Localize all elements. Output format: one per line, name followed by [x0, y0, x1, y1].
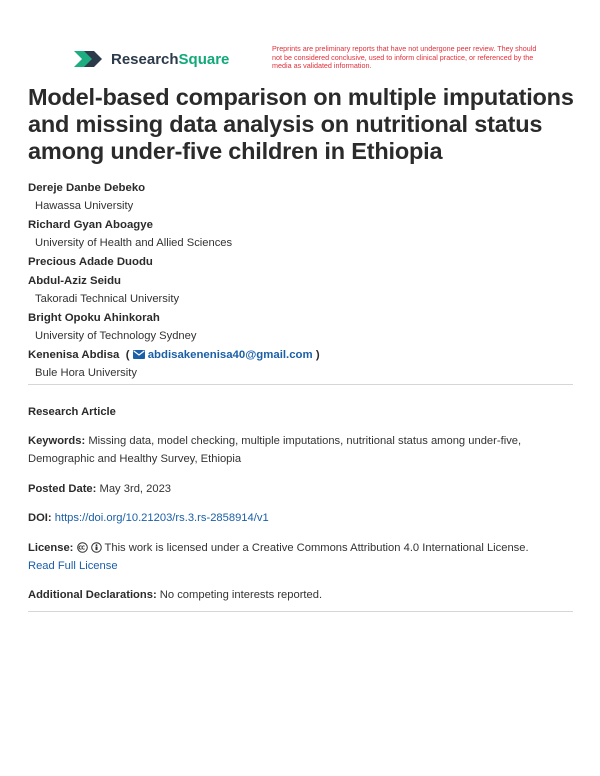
- author-2: [28, 216, 568, 252]
- author-affiliation: Bule Hora University: [35, 367, 137, 379]
- read-full-license-link[interactable]: Read Full License: [28, 560, 118, 572]
- keywords-label: Keywords:: [28, 435, 86, 447]
- declarations-label: Additional Declarations:: [28, 589, 157, 601]
- posted-date: [28, 480, 568, 498]
- keywords: [28, 432, 568, 468]
- author-3: [28, 253, 568, 271]
- attribution-icon: [91, 542, 102, 553]
- article-type: [28, 403, 568, 421]
- posted-date-label: Posted Date:: [28, 483, 97, 495]
- license-label: License:: [28, 542, 74, 554]
- author-5: [28, 309, 568, 345]
- author-affiliation: Hawassa University: [35, 200, 134, 212]
- declarations-value: No competing interests reported.: [159, 589, 323, 601]
- logo-wordmark: [111, 51, 229, 68]
- research-square-logo[interactable]: [74, 48, 229, 70]
- page-title: Model-based comparison on multiple imputations and missing data analysis on nutritional status among under-five children in Ethiopia: [28, 84, 574, 164]
- author-1: [28, 179, 568, 215]
- license-value: This work is licensed under a Creative Commons Attribution 4.0 International License.: [104, 542, 529, 554]
- author-name: Kenenisa Abdisa: [28, 349, 120, 361]
- author-email: abdisakenenisa40@gmail.com: [147, 349, 313, 361]
- divider-bottom: [28, 611, 573, 612]
- additional-declarations: [28, 586, 568, 604]
- logo-word-research: Research: [111, 50, 179, 68]
- author-email-link[interactable]: [133, 349, 316, 361]
- author-name: Abdul-Aziz Seidu: [28, 275, 122, 287]
- posted-date-value: May 3rd, 2023: [99, 483, 172, 495]
- author-6: [28, 346, 568, 382]
- author-affiliation: University of Technology Sydney: [35, 330, 197, 342]
- divider-top: [28, 384, 573, 385]
- article-type-label: Research Article: [28, 406, 116, 418]
- author-name: Dereje Danbe Debeko: [28, 182, 146, 194]
- logo-word-square: Square: [178, 50, 230, 68]
- author-name: Richard Gyan Aboagye: [28, 219, 153, 231]
- corresponding-author: [28, 346, 568, 364]
- license: [28, 539, 568, 575]
- creative-commons-icon: [77, 542, 88, 553]
- doi: [28, 509, 568, 527]
- author-list: [28, 179, 568, 383]
- doi-label: DOI:: [28, 512, 52, 524]
- doi-link[interactable]: https://doi.org/10.21203/rs.3.rs-2858914/v1: [54, 512, 269, 524]
- author-name: Precious Adade Duodu: [28, 256, 153, 268]
- author-affiliation: Takoradi Technical University: [35, 293, 180, 305]
- preprint-disclaimer: Preprints are preliminary reports that have not undergone peer review. They should not be considered conclusive, used to inform clinical practice, or referenced by the media as validated information.: [272, 44, 537, 71]
- keywords-value: Missing data, model checking, multiple imputations, nutritional status among under-five, Demographic and Healthy Survey, Ethiopia: [28, 435, 522, 465]
- author-affiliation: University of Health and Allied Sciences: [35, 237, 233, 249]
- author-name: Bright Opoku Ahinkorah: [28, 312, 160, 324]
- envelope-icon: [133, 350, 145, 359]
- close-paren: ): [315, 349, 320, 361]
- author-4: [28, 272, 568, 308]
- research-square-logo-icon: [74, 48, 104, 70]
- open-paren: (: [122, 349, 130, 361]
